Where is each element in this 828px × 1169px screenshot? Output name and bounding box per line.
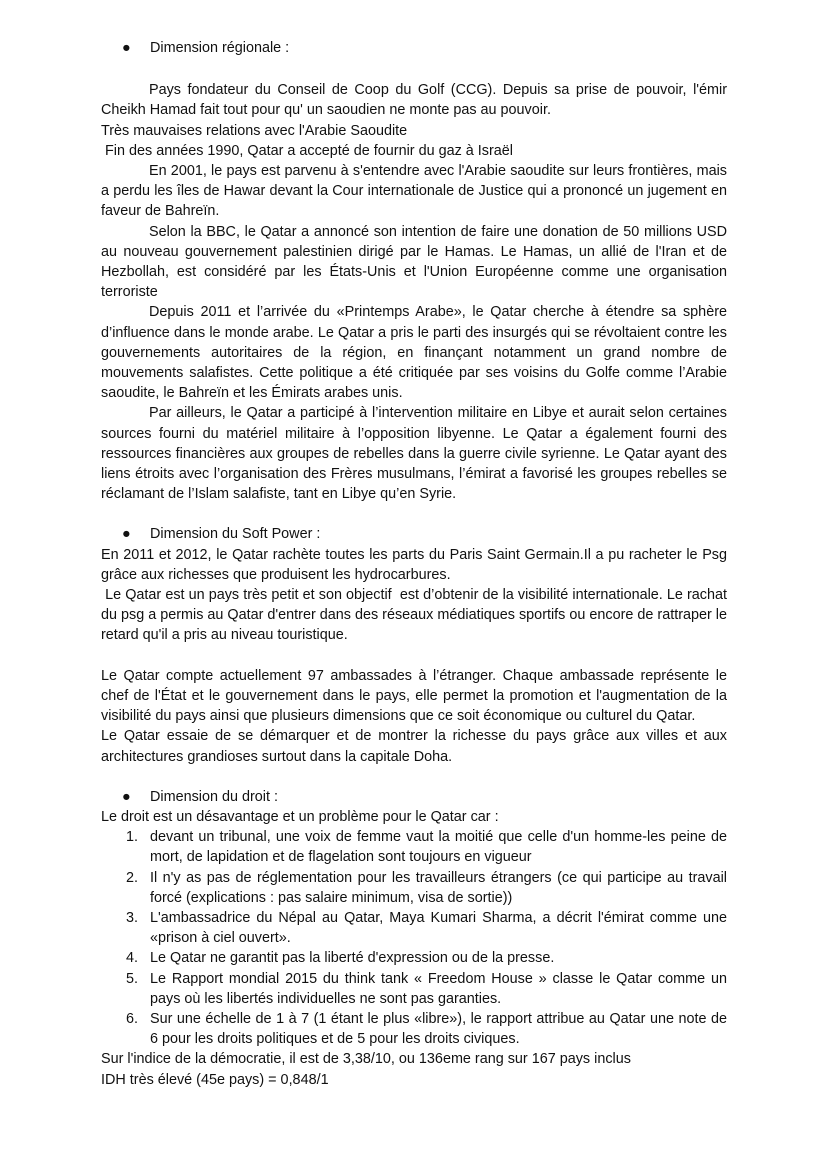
paragraph: Sur l'indice de la démocratie, il est de 3,38/10, ou 136eme rang sur 167 pays inclus: [101, 1051, 631, 1068]
paragraph: Le Qatar essaie de se démarquer et de montrer la richesse du pays grâce aux villes et aux architectures grandioses surtout dans la capitale Doha.: [101, 728, 727, 765]
section-heading-regional: ● Dimension régionale :: [101, 38, 727, 58]
paragraph: En 2001, le pays est parvenu à s'entendre avec l'Arabie saoudite sur leurs frontières, mais a perdu les îles de Hawar devant la Cour internationale de Justice qui a prononcé un jugement en faveur de Bahreïn.: [101, 163, 727, 220]
document-body: [101, 38, 731, 1090]
list-item: 2. Il n'y as pas de réglementation pour les travailleurs étrangers (ce qui participe au travail forcé (explications : pas salaire minimum, visa de sortie)): [126, 869, 727, 906]
section-heading-soft-power: ● Dimension du Soft Power :: [101, 524, 727, 544]
section-heading-law: ● Dimension du droit :: [101, 787, 727, 807]
paragraph: IDH très élevé (45e pays) = 0,848/1: [101, 1071, 329, 1088]
paragraph: Pays fondateur du Conseil de Coop du Golf (CCG). Depuis sa prise de pouvoir, l'émir Cheikh Hamad fait tout pour qu' un saoudien ne monte pas au pouvoir.: [101, 82, 727, 119]
list-item: 6. Sur une échelle de 1 à 7 (1 étant le plus «libre»), le rapport attribue au Qatar une note de 6 pour les droits politiques et de 5 pour les droits civiques.: [126, 1010, 727, 1048]
paragraph: Très mauvaises relations avec l'Arabie Saoudite: [101, 122, 408, 139]
list-item: 1. devant un tribunal, une voix de femme vaut la moitié que celle d'un homme-les peine de mort, de lapidation et de flagelation sont toujours en vigueur: [126, 829, 727, 866]
bullet-icon: ●: [122, 40, 131, 56]
paragraph: Le Qatar compte actuellement 97 ambassades à l’étranger. Chaque ambassade représente le chef de l'État et le gouvernement dans le pays, elle permet la promotion et l'augmentation de la visibilité du pays ainsi que plusieurs dimensions que ce soit économique ou culturel du Qatar.: [101, 667, 727, 725]
bullet-icon: ●: [122, 526, 131, 543]
paragraph: Le Qatar est un pays très petit et son objectif est d’obtenir de la visibilité internationale. Le rachat du psg a permis au Qatar d'entrer dans des réseaux médiatiques sportifs ou encore de rattraper le retard qu'il a pris au niveau touristique.: [101, 587, 731, 644]
paragraph: Selon la BBC, le Qatar a annoncé son intention de faire une donation de 50 millions USD au nouveau gouvernement palestinien dirigé par le Hamas. Le Hamas, un allié de l'Iran et de Hezbollah, est considéré par les États-Unis et l'Union Européenne comme une organisation terroriste: [101, 223, 727, 301]
paragraph: Fin des années 1990, Qatar a accepté de fournir du gaz à Israël: [101, 142, 513, 159]
list-item: 3. L'ambassadrice du Népal au Qatar, Maya Kumari Sharma, a décrit l'émirat comme une «prison à ciel ouvert».: [126, 909, 727, 947]
paragraph: Par ailleurs, le Qatar a participé à l’intervention militaire en Libye et aurait selon certaines sources fourni du matériel militaire à l’opposition libyenne. Le Qatar a également fourni des ressources financières aux groupes de rebelles dans la guerre civile syrienne. Le Qatar ayant des liens étroits avec l’organisation des Frères musulmans, l’émirat a favorisé les groupes rebelles se réclamant de l’Islam salafiste, tant en Libye qu’en Syrie.: [101, 405, 727, 503]
paragraph: Le droit est un désavantage et un problème pour le Qatar car :: [101, 808, 499, 825]
bullet-icon: ●: [122, 788, 131, 805]
paragraph: En 2011 et 2012, le Qatar rachète toutes les parts du Paris Saint Germain.Il a pu racheter le Psg grâce aux richesses que produisent les hydrocarbures.: [101, 546, 727, 583]
list-item: 5. Le Rapport mondial 2015 du think tank « Freedom House » classe le Qatar comme un pays où les libertés individuelles ne sont pas garanties.: [126, 970, 727, 1007]
rights-list: [101, 827, 727, 1049]
list-item: 4. Le Qatar ne garantit pas la liberté d'expression ou de la presse.: [126, 950, 555, 967]
paragraph: Depuis 2011 et l’arrivée du «Printemps Arabe», le Qatar cherche à étendre sa sphère d’influence dans le monde arabe. Le Qatar a pris le parti des insurgés qui se révoltaient contre les gouvernements autoritaires de la région, en finançant notamment un grand nombre de mouvements salafistes. Cette politique a été critiquée par ses voisins du Golfe comme l’Arabie saoudite, le Bahreïn et les Émirats arabes unis.: [101, 304, 727, 402]
